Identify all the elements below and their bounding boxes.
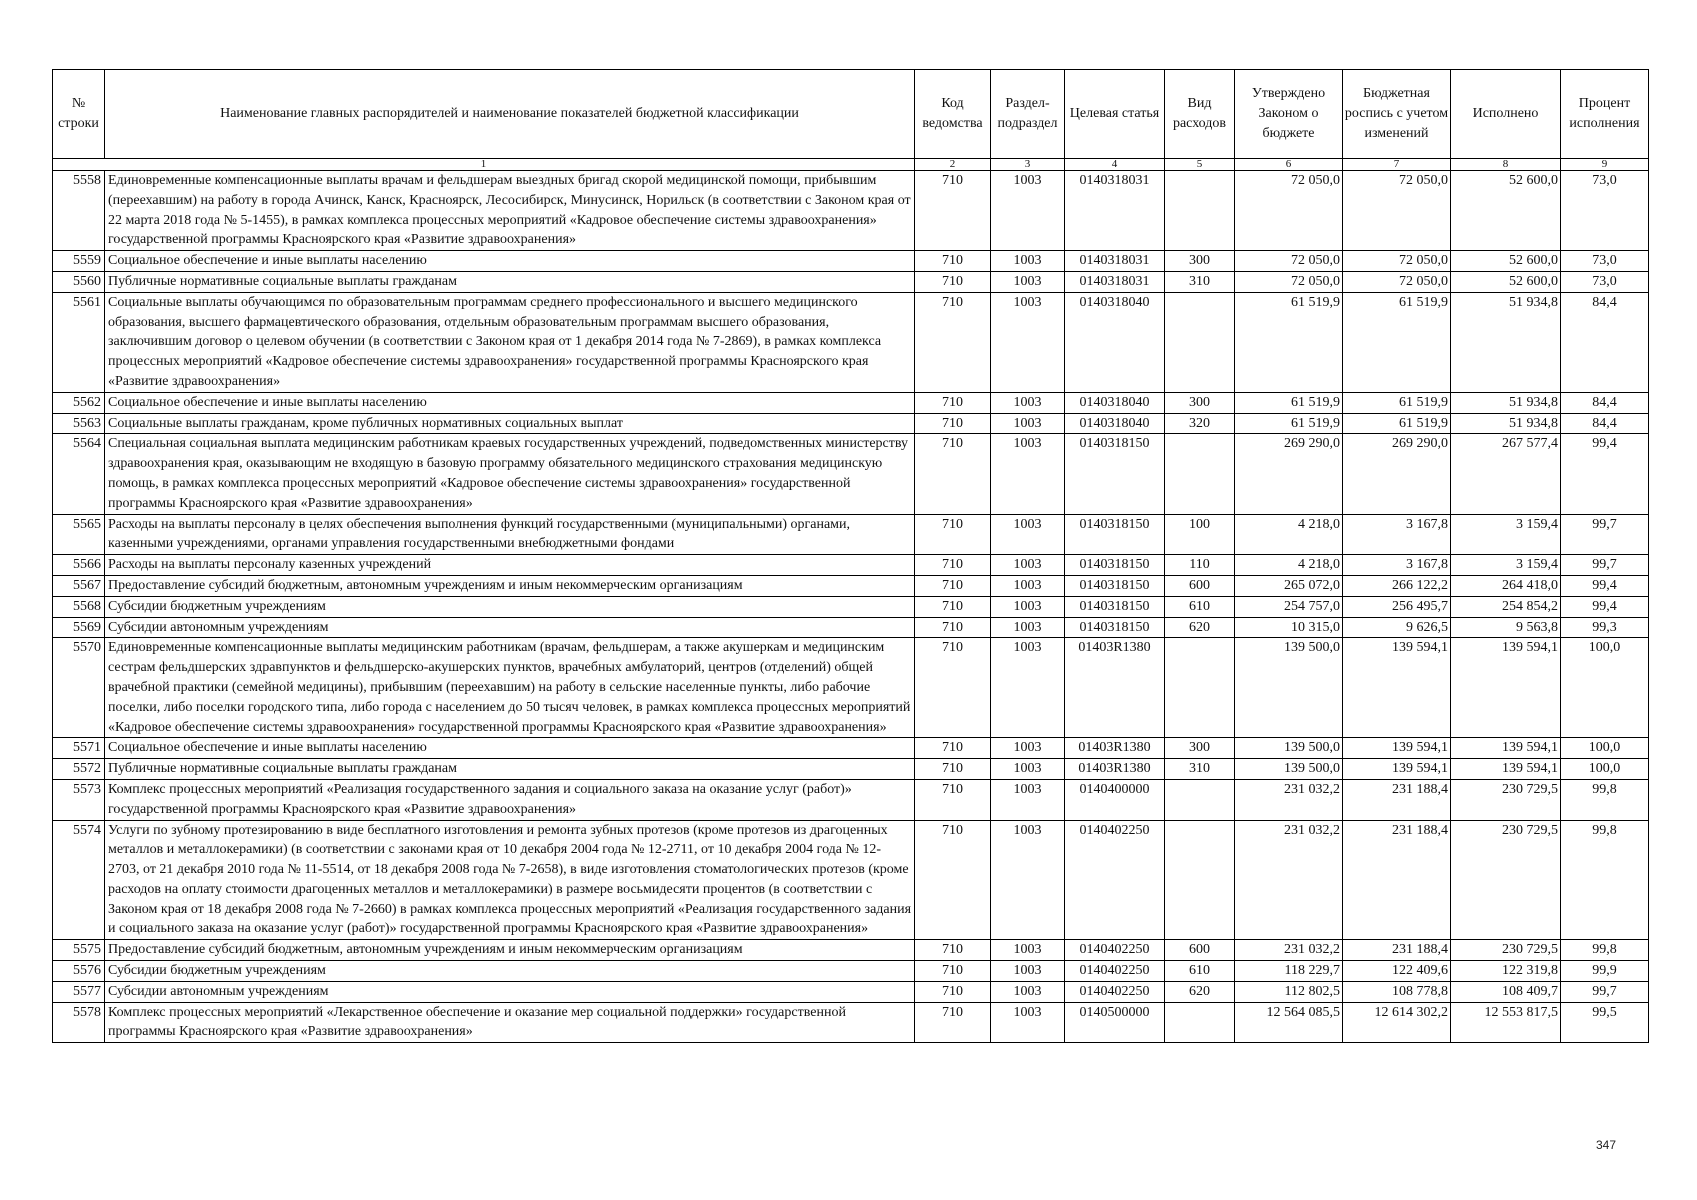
column-number: 7: [1343, 159, 1451, 171]
table-row: [53, 596, 1649, 617]
row-dept-code: 710: [915, 434, 991, 514]
row-percent: 100,0: [1561, 759, 1649, 780]
row-approved: 72 050,0: [1235, 251, 1343, 272]
budget-table-container: [52, 69, 1648, 1043]
row-name: Субсидии автономным учреждениям: [105, 981, 915, 1002]
row-dept-code: 710: [915, 738, 991, 759]
row-percent: 100,0: [1561, 738, 1649, 759]
row-approved: 61 519,9: [1235, 392, 1343, 413]
row-percent: 99,4: [1561, 434, 1649, 514]
row-name: Субсидии бюджетным учреждениям: [105, 961, 915, 982]
col-header-name: Наименование главных распорядителей и наименование показателей бюджетной классификации: [105, 70, 915, 159]
row-kind: [1165, 292, 1235, 392]
row-kind: [1165, 434, 1235, 514]
row-revised: 256 495,7: [1343, 596, 1451, 617]
row-executed: 264 418,0: [1451, 575, 1561, 596]
row-number: 5575: [53, 940, 105, 961]
col-header-kind: Вид расходов: [1165, 70, 1235, 159]
col-header-executed: Исполнено: [1451, 70, 1561, 159]
row-section: 1003: [991, 596, 1065, 617]
row-target: 0140318040: [1065, 413, 1165, 434]
row-executed: 108 409,7: [1451, 981, 1561, 1002]
row-name: Предоставление субсидий бюджетным, автономным учреждениям и иным некоммерческим организациям: [105, 575, 915, 596]
row-kind: 110: [1165, 555, 1235, 576]
row-percent: 99,9: [1561, 961, 1649, 982]
row-kind: [1165, 779, 1235, 820]
row-kind: 310: [1165, 759, 1235, 780]
row-name: Социальные выплаты гражданам, кроме публичных нормативных социальных выплат: [105, 413, 915, 434]
row-revised: 139 594,1: [1343, 638, 1451, 738]
row-revised: 72 050,0: [1343, 171, 1451, 251]
budget-table: [52, 69, 1649, 1043]
table-row: [53, 392, 1649, 413]
row-approved: 118 229,7: [1235, 961, 1343, 982]
row-dept-code: 710: [915, 171, 991, 251]
row-target: 0140402250: [1065, 961, 1165, 982]
row-name: Предоставление субсидий бюджетным, автономным учреждениям и иным некоммерческим организациям: [105, 940, 915, 961]
row-number: 5571: [53, 738, 105, 759]
row-percent: 99,5: [1561, 1002, 1649, 1043]
row-dept-code: 710: [915, 514, 991, 555]
row-approved: 61 519,9: [1235, 413, 1343, 434]
row-name: Расходы на выплаты персоналу в целях обеспечения выполнения функций государственными (муниципальными) органами, казенными учреждениями, органами управления государственными внебюджетными фондами: [105, 514, 915, 555]
row-section: 1003: [991, 961, 1065, 982]
row-revised: 231 188,4: [1343, 940, 1451, 961]
row-number: 5560: [53, 271, 105, 292]
row-revised: 61 519,9: [1343, 392, 1451, 413]
row-dept-code: 710: [915, 940, 991, 961]
col-header-dept-code: Код ведомства: [915, 70, 991, 159]
table-row: [53, 292, 1649, 392]
row-executed: 52 600,0: [1451, 271, 1561, 292]
row-percent: 99,7: [1561, 981, 1649, 1002]
row-section: 1003: [991, 820, 1065, 940]
row-executed: 139 594,1: [1451, 638, 1561, 738]
row-name: Услуги по зубному протезированию в виде бесплатного изготовления и ремонта зубных протезов (кроме протезов из драгоценных металлов и металлокерамики) (в соответствии с законами края от 10 декабря 2004 года № 12-2711, от 10 декабря 2004 года № 12-2703, от 21 декабря 2010 года № 11-5514, от 18 декабря 2008 года № 7-2658), в виде изготовления стоматологических протезов (кроме расходов на оплату стоимости драгоценных металлов и металлокерамики) в размере восьмидесяти процентов (в соответствии с Законом края от 18 декабря 2008 года № 7-2660) в рамках комплекса процессных мероприятий «Реализация государственного задания и социального заказа на оказание услуг (работ)» государственной программы Красноярского края «Развитие здравоохранения»: [105, 820, 915, 940]
row-kind: 620: [1165, 617, 1235, 638]
row-number: 5577: [53, 981, 105, 1002]
row-number: 5576: [53, 961, 105, 982]
row-kind: 610: [1165, 596, 1235, 617]
row-kind: 300: [1165, 251, 1235, 272]
table-row: [53, 434, 1649, 514]
row-executed: 267 577,4: [1451, 434, 1561, 514]
row-kind: 600: [1165, 940, 1235, 961]
row-approved: 72 050,0: [1235, 171, 1343, 251]
row-number: 5564: [53, 434, 105, 514]
row-section: 1003: [991, 1002, 1065, 1043]
row-number: 5566: [53, 555, 105, 576]
row-kind: 310: [1165, 271, 1235, 292]
row-revised: 61 519,9: [1343, 413, 1451, 434]
row-kind: 300: [1165, 738, 1235, 759]
row-kind: 100: [1165, 514, 1235, 555]
row-name: Единовременные компенсационные выплаты медицинским работникам (врачам, фельдшерам, а также акушеркам и медицинским сестрам фельдшерских здравпунктов и фельдшерско-акушерских пунктов, врачебных амбулаторий, центров (отделений) общей врачебной практики (семейной медицины), прибывшим (переехавшим) на работу в сельские населенные пункты, либо рабочие поселки, либо поселки городского типа, либо города с населением до 50 тысяч человек, в рамках комплекса процессных мероприятий «Кадровое обеспечение системы здравоохранения» государственной программы Красноярского края «Развитие здравоохранения»: [105, 638, 915, 738]
row-percent: 99,4: [1561, 575, 1649, 596]
row-kind: 320: [1165, 413, 1235, 434]
row-approved: 10 315,0: [1235, 617, 1343, 638]
row-number: 5574: [53, 820, 105, 940]
row-name: Социальное обеспечение и иные выплаты населению: [105, 738, 915, 759]
row-dept-code: 710: [915, 596, 991, 617]
row-name: Специальная социальная выплата медицинским работникам краевых государственных учреждений, подведомственных министерству здравоохранения края, оказывающим не входящую в базовую программу обязательного медицинского страхования медицинскую помощь, в рамках комплекса процессных мероприятий «Кадровое обеспечение системы здравоохранения» государственной программы Красноярского края «Развитие здравоохранения»: [105, 434, 915, 514]
row-dept-code: 710: [915, 555, 991, 576]
row-target: 0140402250: [1065, 981, 1165, 1002]
table-row: [53, 575, 1649, 596]
table-row: [53, 251, 1649, 272]
row-section: 1003: [991, 981, 1065, 1002]
row-revised: 12 614 302,2: [1343, 1002, 1451, 1043]
row-name: Публичные нормативные социальные выплаты гражданам: [105, 759, 915, 780]
row-name: Социальное обеспечение и иные выплаты населению: [105, 251, 915, 272]
row-number: 5572: [53, 759, 105, 780]
row-target: 0140318031: [1065, 171, 1165, 251]
table-row: [53, 617, 1649, 638]
row-dept-code: 710: [915, 271, 991, 292]
row-executed: 230 729,5: [1451, 779, 1561, 820]
row-number: 5573: [53, 779, 105, 820]
column-number: 6: [1235, 159, 1343, 171]
table-row: [53, 514, 1649, 555]
row-section: 1003: [991, 171, 1065, 251]
table-row: [53, 555, 1649, 576]
row-approved: 265 072,0: [1235, 575, 1343, 596]
col-header-row-no: № строки: [53, 70, 105, 159]
row-section: 1003: [991, 251, 1065, 272]
row-target: 0140318040: [1065, 292, 1165, 392]
row-name: Субсидии автономным учреждениям: [105, 617, 915, 638]
row-section: 1003: [991, 779, 1065, 820]
row-section: 1003: [991, 434, 1065, 514]
row-name: Комплекс процессных мероприятий «Лекарственное обеспечение и оказание мер социальной поддержки» государственной программы Красноярского края «Развитие здравоохранения»: [105, 1002, 915, 1043]
row-executed: 254 854,2: [1451, 596, 1561, 617]
row-section: 1003: [991, 759, 1065, 780]
row-section: 1003: [991, 940, 1065, 961]
column-number: 8: [1451, 159, 1561, 171]
row-name: Единовременные компенсационные выплаты врачам и фельдшерам выездных бригад скорой медицинской помощи, прибывшим (переехавшим) на работу в города Ачинск, Канск, Красноярск, Лесосибирск, Минусинск, Норильск (в соответствии с Законом края от 22 марта 2018 года № 5-1455), в рамках комплекса процессных мероприятий «Кадровое обеспечение системы здравоохранения» государственной программы Красноярского края «Развитие здравоохранения»: [105, 171, 915, 251]
column-number: 3: [991, 159, 1065, 171]
row-revised: 269 290,0: [1343, 434, 1451, 514]
row-executed: 122 319,8: [1451, 961, 1561, 982]
row-target: 0140318040: [1065, 392, 1165, 413]
table-body: [53, 171, 1649, 1043]
row-target: 0140318150: [1065, 596, 1165, 617]
row-revised: 139 594,1: [1343, 738, 1451, 759]
row-percent: 99,8: [1561, 779, 1649, 820]
row-kind: 610: [1165, 961, 1235, 982]
row-kind: 600: [1165, 575, 1235, 596]
row-target: 01403R1380: [1065, 759, 1165, 780]
row-section: 1003: [991, 555, 1065, 576]
row-target: 0140500000: [1065, 1002, 1165, 1043]
row-revised: 9 626,5: [1343, 617, 1451, 638]
row-revised: 108 778,8: [1343, 981, 1451, 1002]
row-revised: 72 050,0: [1343, 251, 1451, 272]
row-number: 5559: [53, 251, 105, 272]
row-target: 0140400000: [1065, 779, 1165, 820]
row-revised: 266 122,2: [1343, 575, 1451, 596]
row-executed: 12 553 817,5: [1451, 1002, 1561, 1043]
row-executed: 51 934,8: [1451, 392, 1561, 413]
row-approved: 72 050,0: [1235, 271, 1343, 292]
row-percent: 84,4: [1561, 392, 1649, 413]
row-percent: 99,7: [1561, 555, 1649, 576]
table-row: [53, 779, 1649, 820]
row-section: 1003: [991, 292, 1065, 392]
row-number: 5568: [53, 596, 105, 617]
row-name: Социальное обеспечение и иные выплаты населению: [105, 392, 915, 413]
row-dept-code: 710: [915, 820, 991, 940]
row-percent: 84,4: [1561, 413, 1649, 434]
row-revised: 61 519,9: [1343, 292, 1451, 392]
row-executed: 9 563,8: [1451, 617, 1561, 638]
row-section: 1003: [991, 271, 1065, 292]
row-dept-code: 710: [915, 392, 991, 413]
row-executed: 52 600,0: [1451, 171, 1561, 251]
row-name: Социальные выплаты обучающимся по образовательным программам среднего профессионального и высшего медицинского образования, высшего фармацевтического образования, отдельным образовательным программам высшего образования, заключившим договор о целевом обучении (в соответствии с Законом края от 1 декабря 2014 года № 7-2869), в рамках комплекса процессных мероприятий «Кадровое обеспечение системы здравоохранения» государственной программы Красноярского края «Развитие здравоохранения»: [105, 292, 915, 392]
row-dept-code: 710: [915, 779, 991, 820]
row-target: 0140318150: [1065, 434, 1165, 514]
row-target: 0140318031: [1065, 271, 1165, 292]
row-executed: 3 159,4: [1451, 514, 1561, 555]
row-dept-code: 710: [915, 413, 991, 434]
row-percent: 100,0: [1561, 638, 1649, 738]
row-executed: 230 729,5: [1451, 940, 1561, 961]
row-executed: 139 594,1: [1451, 738, 1561, 759]
row-section: 1003: [991, 638, 1065, 738]
column-number: 9: [1561, 159, 1649, 171]
column-number-row: [53, 159, 1649, 171]
row-revised: 72 050,0: [1343, 271, 1451, 292]
row-name: Расходы на выплаты персоналу казенных учреждений: [105, 555, 915, 576]
row-percent: 99,4: [1561, 596, 1649, 617]
row-number: 5561: [53, 292, 105, 392]
row-dept-code: 710: [915, 251, 991, 272]
row-name: Комплекс процессных мероприятий «Реализация государственного задания и социального заказа на оказание услуг (работ)» государственной программы Красноярского края «Развитие здравоохранения»: [105, 779, 915, 820]
row-approved: 4 218,0: [1235, 514, 1343, 555]
column-number: 4: [1065, 159, 1165, 171]
column-number: 5: [1165, 159, 1235, 171]
row-percent: 73,0: [1561, 171, 1649, 251]
table-row: [53, 171, 1649, 251]
row-executed: 51 934,8: [1451, 292, 1561, 392]
col-header-approved: Утверждено Законом о бюджете: [1235, 70, 1343, 159]
row-target: 01403R1380: [1065, 638, 1165, 738]
row-percent: 73,0: [1561, 251, 1649, 272]
row-revised: 3 167,8: [1343, 514, 1451, 555]
table-row: [53, 1002, 1649, 1043]
row-revised: 122 409,6: [1343, 961, 1451, 982]
row-percent: 99,8: [1561, 820, 1649, 940]
row-name: Публичные нормативные социальные выплаты гражданам: [105, 271, 915, 292]
row-percent: 84,4: [1561, 292, 1649, 392]
row-dept-code: 710: [915, 1002, 991, 1043]
row-name: Субсидии бюджетным учреждениям: [105, 596, 915, 617]
row-number: 5569: [53, 617, 105, 638]
row-approved: 231 032,2: [1235, 779, 1343, 820]
column-number: 1: [53, 159, 915, 171]
table-row: [53, 961, 1649, 982]
row-percent: 73,0: [1561, 271, 1649, 292]
col-header-section: Раздел-подраздел: [991, 70, 1065, 159]
table-row: [53, 940, 1649, 961]
row-number: 5562: [53, 392, 105, 413]
row-approved: 231 032,2: [1235, 820, 1343, 940]
table-row: [53, 981, 1649, 1002]
table-row: [53, 271, 1649, 292]
row-target: 0140318150: [1065, 575, 1165, 596]
row-kind: [1165, 820, 1235, 940]
row-number: 5567: [53, 575, 105, 596]
page-number: 347: [1595, 1138, 1616, 1152]
row-number: 5570: [53, 638, 105, 738]
row-number: 5578: [53, 1002, 105, 1043]
row-section: 1003: [991, 738, 1065, 759]
row-number: 5565: [53, 514, 105, 555]
row-executed: 52 600,0: [1451, 251, 1561, 272]
row-number: 5563: [53, 413, 105, 434]
row-approved: 12 564 085,5: [1235, 1002, 1343, 1043]
row-kind: 620: [1165, 981, 1235, 1002]
row-target: 0140402250: [1065, 820, 1165, 940]
row-percent: 99,3: [1561, 617, 1649, 638]
row-approved: 61 519,9: [1235, 292, 1343, 392]
row-section: 1003: [991, 392, 1065, 413]
row-approved: 254 757,0: [1235, 596, 1343, 617]
row-section: 1003: [991, 617, 1065, 638]
table-row: [53, 413, 1649, 434]
table-row: [53, 759, 1649, 780]
row-executed: 3 159,4: [1451, 555, 1561, 576]
row-revised: 231 188,4: [1343, 820, 1451, 940]
row-target: 0140318150: [1065, 555, 1165, 576]
row-kind: [1165, 638, 1235, 738]
row-approved: 4 218,0: [1235, 555, 1343, 576]
row-target: 0140318031: [1065, 251, 1165, 272]
row-approved: 139 500,0: [1235, 759, 1343, 780]
row-kind: 300: [1165, 392, 1235, 413]
row-approved: 231 032,2: [1235, 940, 1343, 961]
row-approved: 112 802,5: [1235, 981, 1343, 1002]
row-revised: 139 594,1: [1343, 759, 1451, 780]
table-row: [53, 738, 1649, 759]
row-target: 0140318150: [1065, 514, 1165, 555]
row-kind: [1165, 171, 1235, 251]
row-number: 5558: [53, 171, 105, 251]
row-approved: 139 500,0: [1235, 738, 1343, 759]
row-target: 0140318150: [1065, 617, 1165, 638]
row-dept-code: 710: [915, 638, 991, 738]
row-executed: 51 934,8: [1451, 413, 1561, 434]
header-row: [53, 70, 1649, 159]
row-approved: 139 500,0: [1235, 638, 1343, 738]
row-dept-code: 710: [915, 575, 991, 596]
row-section: 1003: [991, 514, 1065, 555]
row-dept-code: 710: [915, 617, 991, 638]
row-section: 1003: [991, 575, 1065, 596]
row-dept-code: 710: [915, 981, 991, 1002]
row-approved: 269 290,0: [1235, 434, 1343, 514]
row-percent: 99,7: [1561, 514, 1649, 555]
row-executed: 230 729,5: [1451, 820, 1561, 940]
row-target: 0140402250: [1065, 940, 1165, 961]
row-kind: [1165, 1002, 1235, 1043]
row-revised: 3 167,8: [1343, 555, 1451, 576]
row-revised: 231 188,4: [1343, 779, 1451, 820]
table-row: [53, 820, 1649, 940]
row-section: 1003: [991, 413, 1065, 434]
row-target: 01403R1380: [1065, 738, 1165, 759]
col-header-target: Целевая статья: [1065, 70, 1165, 159]
row-dept-code: 710: [915, 961, 991, 982]
table-row: [53, 638, 1649, 738]
row-percent: 99,8: [1561, 940, 1649, 961]
row-executed: 139 594,1: [1451, 759, 1561, 780]
column-number: 2: [915, 159, 991, 171]
col-header-revised: Бюджетная роспись с учетом изменений: [1343, 70, 1451, 159]
row-dept-code: 710: [915, 292, 991, 392]
row-dept-code: 710: [915, 759, 991, 780]
col-header-percent: Процент исполнения: [1561, 70, 1649, 159]
